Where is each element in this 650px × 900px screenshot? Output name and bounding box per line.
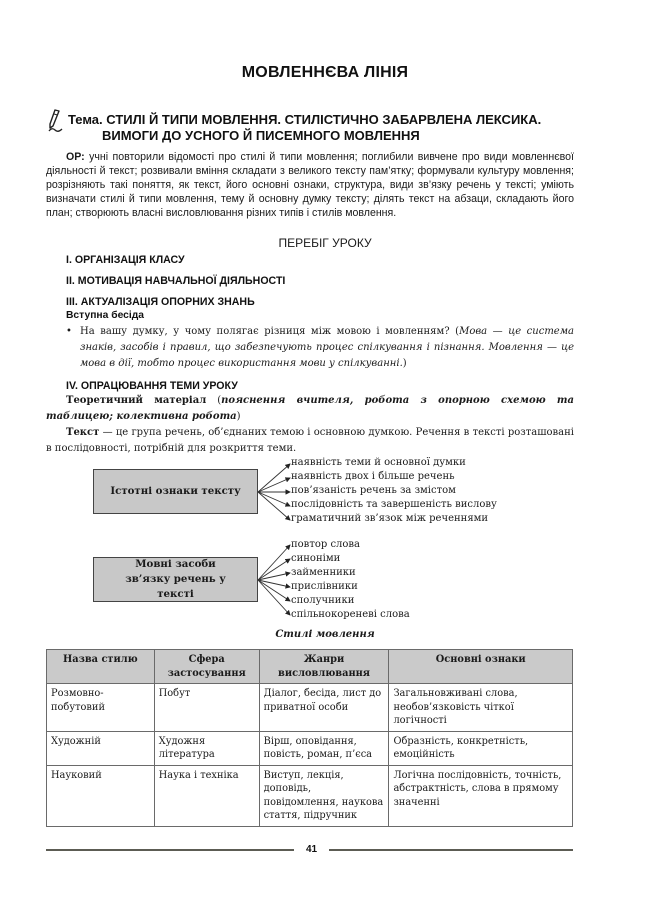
section-heading-3: III. АКТУАЛІЗАЦІЯ ОПОРНИХ ЗНАНЬ — [66, 296, 255, 308]
section-heading-2: II. МОТИВАЦІЯ НАВЧАЛЬНОЇ ДІЯЛЬНОСТІ — [66, 275, 286, 287]
table-cell: Загальновживані слова, необов’язковість чіткої логічності — [389, 684, 573, 732]
table-cell: Логічна послідовність, точність, абстрактність, слова в прямому значенні — [389, 765, 573, 826]
objectives-label: ОР: — [66, 151, 85, 163]
answer-close: ) — [402, 358, 407, 369]
table-cell: Вірш, оповідання, повість, роман, п’єса — [259, 731, 389, 765]
table-cell: Художня література — [154, 731, 259, 765]
diagram-2-item: спільнокореневі слова — [291, 609, 410, 620]
table-cell: Науковий — [47, 765, 155, 826]
objectives-text: учні повторили відомості про стилі й типи мовлення; поглибили вивчене про види мовленнєвої діяльності й текст; розвивали вміння складати з великого тексту пам’ятку; формували культуру мовлення; розрізняють такі поняття, як текст, його основні ознаки, структура, види зв’язку речень у тексті; уміють визначати стилі й типи мовлення, тему й основну думку тексту; ділять текст на абзаци, складають його план; створюють власні висловлювання різних типів і стилів мовлення. — [46, 151, 574, 219]
table-cell: Художній — [47, 731, 155, 765]
table-row — [47, 765, 573, 826]
arrow — [258, 492, 290, 520]
column-header: Сфера застосування — [154, 650, 259, 684]
table-row — [47, 731, 573, 765]
footer-rule-right — [329, 849, 573, 851]
diagram-2-box — [93, 557, 258, 602]
table-cell: Побут — [154, 684, 259, 732]
table-cell: Виступ, лекція, доповідь, повідомлення, наукова стаття, підручник — [259, 765, 389, 826]
diagram-2-item: займенники — [291, 567, 356, 578]
arrow — [258, 545, 290, 580]
theory-close: ) — [236, 411, 241, 422]
arrow — [258, 580, 290, 615]
answer-text: Мова — це система знаків, засобів і правил, що забезпечують процес спілкування і пізнання. Мовлення — це мова в дії, тобто процес використання мови у спілкуванні. — [80, 326, 574, 369]
text-term: Текст — [66, 427, 100, 438]
arrow — [258, 492, 290, 506]
speech-styles-table — [46, 649, 573, 827]
arrow — [258, 580, 290, 587]
table-row — [47, 684, 573, 732]
table-cell: Розмовно-побутовий — [47, 684, 155, 732]
text-definition-body: — це група речень, об’єднаних темою і основною думкою. Речення в тексті розташовані в послідовності, потрібній для розкриття теми. — [46, 427, 574, 454]
course-heading: ПЕРЕБІГ УРОКУ — [278, 236, 372, 250]
table-cell: Образність, конкретність, емоційність — [389, 731, 573, 765]
arrow — [258, 464, 290, 492]
arrow — [258, 580, 290, 601]
section-heading-1: I. ОРГАНІЗАЦІЯ КЛАСУ — [66, 254, 185, 266]
intro-question-item — [66, 324, 574, 372]
theory-paragraph — [46, 393, 574, 425]
table-caption: Стилі мовлення — [275, 629, 375, 640]
diagram-1-item: пов’язаність речень за змістом — [291, 485, 456, 496]
diagram-2-item: сполучники — [291, 595, 355, 606]
column-header: Основні ознаки — [389, 650, 573, 684]
arrow — [258, 573, 290, 580]
diagram-1-item: послідовність та завершеність вислову — [291, 499, 497, 510]
arrow — [258, 559, 290, 580]
table-header-row — [47, 650, 573, 684]
page-footer — [46, 844, 573, 856]
learning-objectives — [46, 151, 574, 221]
text-definition — [46, 425, 574, 457]
footer-rule-left — [46, 849, 294, 851]
theory-note: пояснення вчителя, робота з опорною схемою та таблицею; колективна робота — [46, 395, 574, 422]
diagram-2-item: повтор слова — [291, 539, 361, 550]
diagram-1-item: наявність теми й основної думки — [291, 457, 466, 468]
diagram-2-item: прислівники — [291, 581, 358, 592]
section-heading-4: IV. ОПРАЦЮВАННЯ ТЕМИ УРОКУ — [66, 380, 238, 392]
theory-label: Теоретичний матеріал — [66, 395, 207, 406]
diagram-1-box: Істотні ознаки тексту — [93, 469, 258, 514]
diagram-1-item: наявність двох і більше речень — [291, 471, 455, 482]
diagram-2-item: синоніми — [291, 553, 341, 564]
section-title: МОВЛЕННЄВА ЛІНІЯ — [241, 64, 409, 81]
topic-line-1: СТИЛІ Й ТИПИ МОВЛЕННЯ. СТИЛІСТИЧНО ЗАБАРВЛЕНА ЛЕКСИКА. — [106, 112, 542, 127]
theory-open: ( — [206, 395, 222, 406]
column-header: Назва стилю — [47, 650, 155, 684]
intro-talk-heading: Вступна бесіда — [66, 310, 145, 321]
diagram-2-box-label: Мовні засоби зв’язку речень у тексті — [125, 558, 226, 600]
bullet-icon: • — [66, 326, 72, 337]
column-header: Жанри висловлювання — [259, 650, 389, 684]
pen-icon — [46, 108, 70, 134]
diagram-1-item: граматичний зв’язок між реченнями — [291, 513, 489, 524]
table-cell: Діалог, бесіда, лист до приватної особи — [259, 684, 389, 732]
arrow — [258, 478, 290, 492]
page-number: 41 — [305, 844, 318, 855]
question-text: На вашу думку, у чому полягає різниця між мовою і мовленням? ( — [80, 326, 460, 337]
topic-label: Тема. — [68, 112, 103, 127]
table-cell: Наука і техніка — [154, 765, 259, 826]
topic-line-2: ВИМОГИ ДО УСНОГО Й ПИСЕМНОГО МОВЛЕННЯ — [102, 128, 420, 143]
